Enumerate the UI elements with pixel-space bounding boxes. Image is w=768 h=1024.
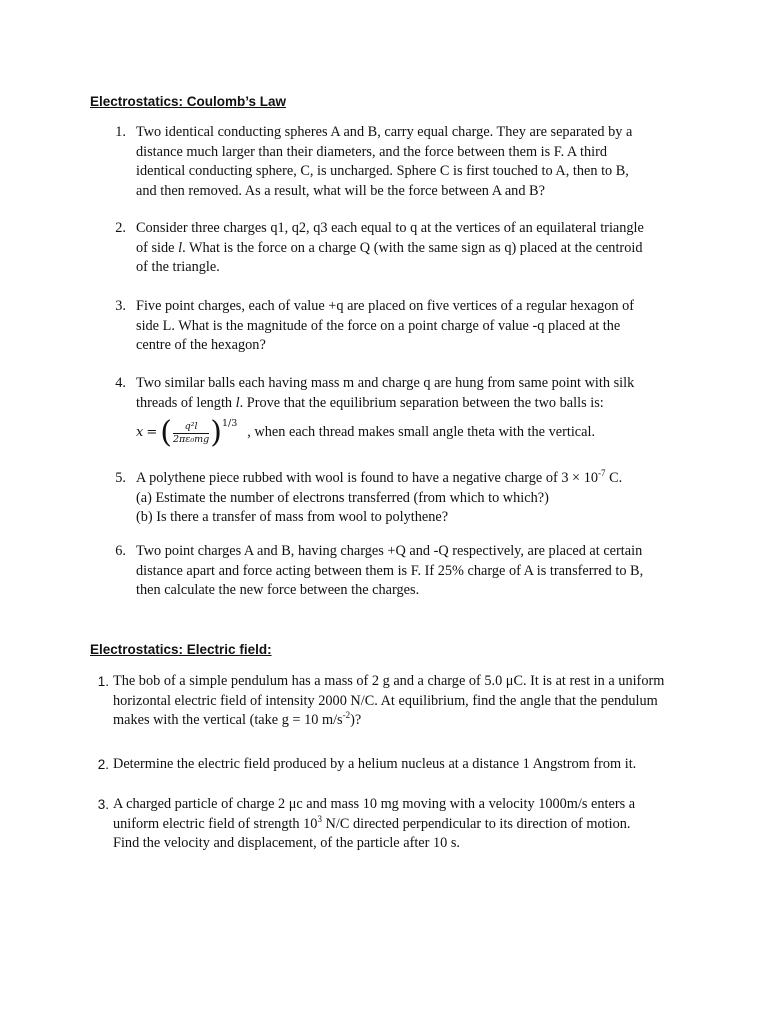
text-segment: A polythene piece rubbed with wool is found to have a negative charge of 3 × 10 — [136, 470, 598, 486]
question-number: 2. — [97, 757, 109, 772]
question-number: 4. — [115, 375, 126, 391]
question-part-b: (b) Is there a transfer of mass from wool to polythene? — [136, 509, 449, 526]
text-segment: C. — [605, 470, 623, 486]
question-text-line: identical conducting sphere, C, is uncharged. Sphere C is first touched to A, then to B, — [136, 163, 629, 180]
question-text-line: A charged particle of charge 2 μc and mass 10 mg moving with a velocity 1000m/s enters a — [113, 796, 636, 812]
formula-lhs: x — [136, 425, 144, 441]
question-text-line: and then removed. As a result, what will be the force between A and B? — [136, 182, 545, 199]
question-text-line: horizontal electric field of intensity 2000 N/C. At equilibrium, find the angle that the pendulum — [113, 692, 658, 709]
question-text-line: distance much larger than their diameters, and the force between them is F. A third — [136, 143, 608, 160]
exponent: 3 — [317, 813, 322, 824]
question-number: 3. — [115, 298, 126, 314]
section-heading-coulombs-law: Electrostatics: Coulomb’s Law — [90, 94, 287, 109]
formula-numerator: q²l — [184, 420, 198, 432]
question-coulomb-1 — [136, 123, 696, 201]
question-text-line — [113, 711, 673, 731]
question-text-line: centre of the hexagon? — [136, 337, 266, 354]
question-text-line — [136, 394, 696, 414]
text-segment: )? — [350, 712, 362, 729]
question-coulomb-3 — [136, 297, 696, 356]
question-text-line: Five point charges, each of value +q are placed on five vertices of a regular hexagon of — [136, 298, 635, 314]
question-coulomb-6 — [136, 542, 696, 601]
question-field-3 — [113, 795, 673, 854]
text-segment: . What is the force on a charge Q (with the same sign as q) placed at the centroid — [182, 239, 643, 256]
formula-fraction — [173, 421, 209, 446]
variable-l: l — [235, 394, 240, 411]
text-segment: . Prove that the equilibrium separation between the two balls is: — [239, 394, 604, 411]
question-text-line: Determine the electric field produced by a helium nucleus at a distance 1 Angstrom from it. — [113, 756, 637, 772]
question-text-line: The bob of a simple pendulum has a mass of 2 g and a charge of 5.0 μC. It is at rest in a uniform — [113, 673, 665, 689]
question-text-line — [136, 469, 696, 489]
question-text-line: Two similar balls each having mass m and charge q are hung from same point with silk — [136, 375, 635, 391]
question-number: 2. — [115, 220, 126, 236]
variable-l: l — [178, 239, 183, 256]
text-segment: threads of length — [136, 394, 236, 411]
formula-right-paren: ) — [210, 415, 222, 451]
formula-condition-text: , when each thread makes small angle theta with the vertical. — [247, 424, 596, 441]
question-text-line: Two identical conducting spheres A and B, carry equal charge. They are separated by a — [136, 124, 633, 140]
question-number: 6. — [115, 543, 126, 559]
question-number: 1. — [97, 674, 109, 689]
text-segment: of side — [136, 239, 179, 256]
text-segment: N/C directed perpendicular to its direction of motion. — [321, 815, 631, 832]
question-field-2 — [113, 755, 673, 775]
text-segment: uniform electric field of strength 10 — [113, 815, 318, 832]
equilibrium-separation-formula — [136, 413, 696, 453]
formula-exponent: 1/3 — [221, 418, 238, 430]
formula-equals: = — [146, 425, 158, 441]
formula-left-paren: ( — [160, 415, 172, 451]
section-heading-electric-field: Electrostatics: Electric field: — [90, 642, 272, 657]
question-text-line: then calculate the new force between the charges. — [136, 582, 420, 599]
exponent: -2 — [342, 710, 351, 721]
text-segment: makes with the vertical (take g = 10 m/s — [113, 712, 343, 729]
question-coulomb-2 — [136, 219, 696, 278]
question-text-line: distance apart and force acting between them is F. If 25% charge of A is transferred to B, — [136, 562, 644, 579]
question-text-line: side L. What is the magnitude of the force on a point charge of value -q placed at the — [136, 317, 621, 334]
question-number: 5. — [115, 470, 126, 486]
formula-denominator: 2πε₀mg — [172, 433, 210, 445]
question-text-line: Find the velocity and displacement, of the particle after 10 s. — [113, 835, 460, 852]
question-number: 3. — [97, 797, 109, 812]
question-text-line: Two point charges A and B, having charges +Q and -Q respectively, are placed at certain — [136, 543, 643, 559]
question-coulomb-5 — [136, 469, 696, 528]
exponent: -7 — [598, 468, 606, 478]
question-text-line — [113, 815, 673, 835]
question-part-a: (a) Estimate the number of electrons transferred (from which to which?) — [136, 489, 549, 506]
question-text-line: of the triangle. — [136, 259, 220, 276]
question-field-1 — [113, 672, 673, 731]
question-text-line: Consider three charges q1, q2, q3 each equal to q at the vertices of an equilateral triangle — [136, 220, 644, 236]
question-number: 1. — [115, 124, 126, 140]
question-coulomb-4 — [136, 374, 696, 453]
question-text-line — [136, 239, 696, 259]
